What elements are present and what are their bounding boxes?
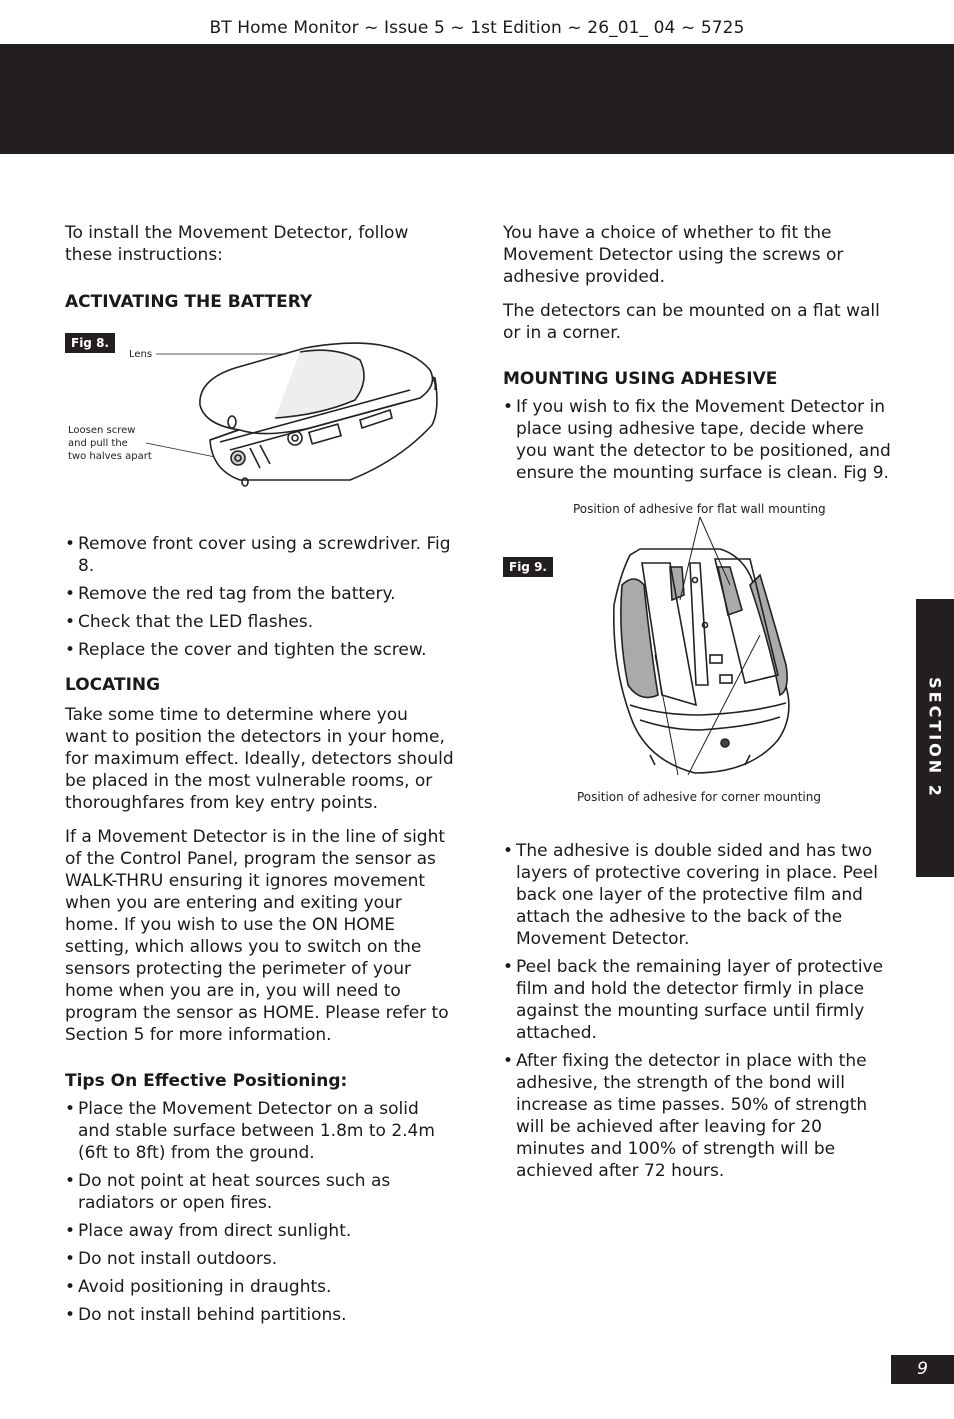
detector-back-illustration (600, 515, 800, 790)
list-item: • After fixing the detector in place with the adhesive, the strength of the bond will increase as time passes. 50% of strength will be achieved after leaving for 20 minutes and 100% of strength will be achieved after 72 hours. (503, 1050, 895, 1182)
intro-text: To install the Movement Detector, follow these instructions: (65, 223, 409, 265)
section-tab-label: SECTION 2 (925, 677, 945, 799)
list-item: • Do not install behind partitions. (65, 1304, 455, 1326)
locating-paragraph-2: If a Movement Detector is in the line of sight of the Control Panel, program the sensor as WALK-THRU ensuring it ignores movement when you are entering and exiting your home. If you wish to use the ON HOME setting, which allows you to switch on the sensors protecting the perimeter of your home when you are in, you will need to program the sensor as HOME. Please refer to Section 5 for more information. (65, 827, 449, 1045)
list-item: • Replace the cover and tighten the screw. (65, 639, 455, 661)
adhesive-steps-list (503, 840, 895, 1182)
adhesive-steps-block (503, 840, 895, 1188)
fig8-tag: Fig 8. (65, 333, 115, 353)
page-number: 9 (891, 1355, 954, 1384)
screw-label-line1: Loosen screw (68, 425, 136, 436)
corner-caption: Position of adhesive for corner mounting (577, 790, 821, 804)
list-item: • Place away from direct sunlight. (65, 1220, 455, 1242)
list-item: • Remove the red tag from the battery. (65, 583, 455, 605)
flat-wall-caption: Position of adhesive for flat wall mounting (573, 502, 826, 516)
section-tab (916, 599, 954, 877)
list-item: • Peel back the remaining layer of protective film and hold the detector firmly in place against the mounting surface until firmly attached. (503, 956, 895, 1044)
list-item: • Do not install outdoors. (65, 1248, 455, 1270)
movement-detector-illustration (60, 330, 450, 510)
battery-heading: ACTIVATING THE BATTERY (65, 292, 313, 312)
screw-label-line2: and pull the (68, 438, 128, 449)
tips-heading: Tips On Effective Positioning: (65, 1071, 348, 1091)
list-item: • Place the Movement Detector on a solid and stable surface between 1.8m to 2.4m (6ft to 8ft) from the ground. (65, 1098, 455, 1164)
header-band (0, 44, 954, 154)
document-header: BT Home Monitor ~ Issue 5 ~ 1st Edition ~ 26_01_ 04 ~ 5725 (209, 18, 745, 38)
list-item: • Remove front cover using a screwdriver. Fig 8. (65, 533, 455, 577)
fig9-tag: Fig 9. (503, 557, 553, 577)
right-column (503, 222, 895, 490)
battery-steps-block (65, 533, 455, 1332)
list-item: • If you wish to fix the Movement Detector in place using adhesive tape, decide where you want the detector to be positioned, and ensure the mounting surface is clean. Fig 9. (503, 396, 895, 484)
choice-paragraph: You have a choice of whether to fit the Movement Detector using the screws or adhesive provided. (503, 223, 844, 287)
adhesive-heading: MOUNTING USING ADHESIVE (503, 369, 778, 389)
tips-list (65, 1098, 455, 1326)
list-item: • The adhesive is double sided and has two layers of protective covering in place. Peel back one layer of the protective film and attach the adhesive to the back of the Movement Detector. (503, 840, 895, 950)
lens-label: Lens (129, 349, 153, 360)
left-column (65, 222, 455, 313)
list-item: • Avoid positioning in draughts. (65, 1276, 455, 1298)
adhesive-intro-list (503, 396, 895, 484)
locating-heading: LOCATING (65, 675, 161, 695)
screw-label-line3: two halves apart (68, 451, 152, 462)
list-item: • Do not point at heat sources such as radiators or open fires. (65, 1170, 455, 1214)
mount-paragraph: The detectors can be mounted on a flat wall or in a corner. (503, 301, 880, 343)
battery-steps-list (65, 533, 455, 661)
list-item: • Check that the LED flashes. (65, 611, 455, 633)
locating-paragraph-1: Take some time to determine where you want to position the detectors in your home, for maximum effect. Ideally, detectors should be placed in the most vulnerable rooms, or thoroughfares from key entry points. (65, 705, 454, 813)
